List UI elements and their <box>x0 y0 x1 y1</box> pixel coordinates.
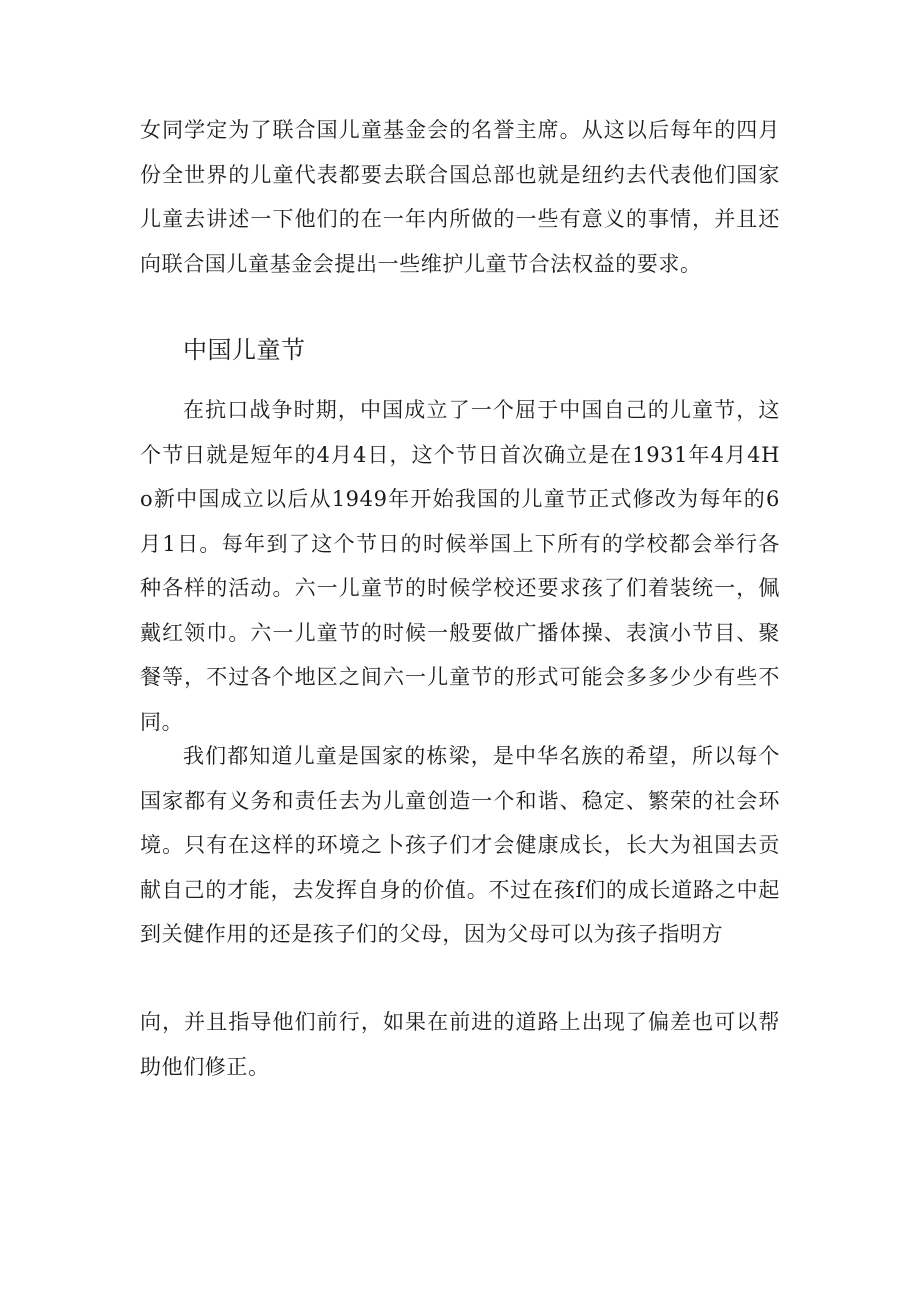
body-paragraph: 在抗口战争时期，中国成立了一个屈于中国自己的儿童节，这个节日就是短年的4月4日，这个节日首次确立是在1931年4月4Ho新中国成立以后从1949年开始我国的儿童节正式修改为每年的6月1日。每年到了这个节日的时候举国上下所有的学校都会举行各种各样的活动。六一儿童节的时候学校还要求孩了们着装统一，佩戴红领巾。六一儿童节的时候一般要做广播体操、表演小节目、聚餐等，不过各个地区之间六一儿童节的形式可能会多多少少有些不同。 <box>140 398 780 734</box>
body-paragraph: 我们都知道儿童是国家的栋梁，是中华名族的希望，所以每个国家都有义务和责任去为儿童创造一个和谐、稳定、繁荣的社会环境。只有在这样的环境之卜孩子们才会健康成长，长大为祖国去贡献自己的才能，去发挥自身的价值。不过在孩f们的成长道路之中起到关健作用的还是孩子们的父母，因为父母可以为孩子指明方 <box>140 744 780 946</box>
section-heading: 中国儿童节 <box>183 336 306 364</box>
body-paragraph: 女同学定为了联合国儿童基金会的名誉主席。从这以后每年的四月份全世界的儿童代表都要去联合国总部也就是纽约去代表他们国家儿童去讲述一下他们的在一年内所做的一些有意义的事情，并且还向联合国儿童基金会提出一些维护儿童节合法权益的要求。 <box>140 118 780 276</box>
body-paragraph: 向，并且指导他们前行，如果在前进的道路上出现了偏差也可以帮助他们修正。 <box>140 1010 780 1079</box>
